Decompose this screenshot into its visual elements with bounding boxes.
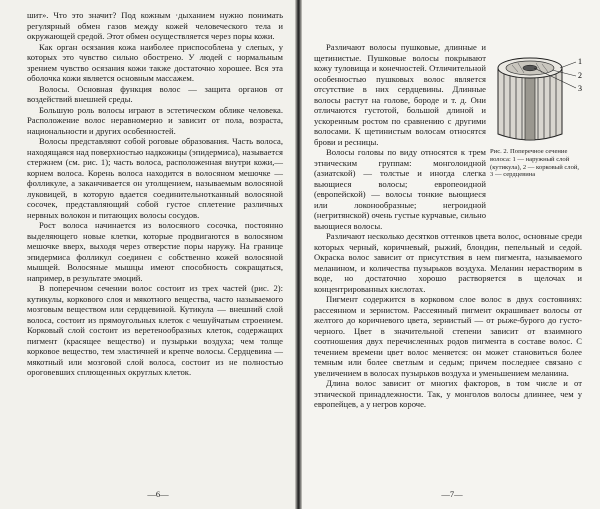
- paragraph: В поперечном сечении волос состоит из трех частей (рис. 2): кутикулы, коркового слоя и мякотного вещества, часто называемого мозговым веществом или сердцевиной. Кутикула — внешний слой волоса, состоит из прямоугольных клеток с чешуйчатым строением. Корковый слой состоит из веретенообразных клеток, содержащих пигмент (красящее вещество) и пузырьки воздуха; чем толще корковое вещество, тем эластичней и крепче волосы. Сердцевина — мякотный или мозговой слой волоса, состоит из не полностью ороговевших сплющенных округлых клеток.: [27, 283, 283, 377]
- paragraph: Рост волоса начинается из волосяного сосочка, постоянно выделяющего новые клетки, которые продвигаются в волосяном мешочке вверх, выходя через отверстие поры наружу. На границе эпидермиса фолликул соединен с собственно кожей волосяной мышцей. Волосяные мышцы имеют способность сокращаться, например, в результате эмоций.: [27, 220, 283, 283]
- paragraph: Длина волос зависит от многих факторов, в том числе и от этнической принадлежности. Так, у монголов волосы длиннее, чем у европейцев, а у негров короче.: [314, 378, 582, 409]
- page-number: —7—: [441, 489, 463, 499]
- paragraph: шит». Что это значит? Под кожным ·дыханием нужно понимать регулярный обмен газов между кожей человеческого тела и окружающей средой. Этот обмен осуществляется через поры кожи.: [27, 10, 283, 41]
- paragraph: Волосы представляют собой роговые образования. Часть волоса, находящаяся над поверхностью надкожицы (эпидермиса), называется стержнем (см. рис. 1); часть волоса, расположенная внутри кожи,— корнем волоса. Корень волоса находится в волосяном мешочке — фолликуле, а заканчивается он утолщением, называемым волосяной луковицей, в которую вдается соединительнотканный волосяной сосочек, представляющий собой густое сплетение различных нервных волокон и питающих волосы сосудов.: [27, 136, 283, 220]
- right-page: [302, 0, 600, 509]
- paragraph: Различают волосы пушковые, длинные и щетинистые. Пушковые волосы покрывают кожу туловища и конечностей. Отличительной особенностью пушковых волос является отсутствие в них сердцевины. Длинные волосы растут на голове, бороде и т. д. Они отличаются густотой, большой длиной и ускоренным ростом по сравнению с другими волосами. К щетинистым волосам относятся брови и ресницы.: [314, 42, 486, 147]
- paragraph: Большую роль волосы играют в эстетическом облике человека. Расположение волос неравномерно и зависит от пола, возраста, национальности и других особенностей.: [27, 104, 283, 136]
- page-number: —6—: [147, 489, 169, 499]
- callout-label: 3: [578, 84, 582, 93]
- callout-label: 1: [578, 57, 582, 66]
- paragraph: Различают несколько десятков оттенков цвета волос, основные среди которых черный, коричневый, рыжий, блондин, пепельный и седой. Окраска волос зависит от присутствия в нем пигмента, называемого меланином, и количества пузырьков воздуха. Меланин нерастворим в воде, но достаточно хорошо растворяется в щелочах и концентрированных кислотах.: [314, 231, 582, 294]
- figure-caption-title: Рис. 2. Поперечное сечение волоса:: [490, 148, 568, 163]
- paragraph: Волосы головы по виду относятся к трем этническим группам: монголоидной (азиатской) — толстые и иногда слегка вьющиеся волосы; европеоидной (европейской) — волосы тонкие вьющиеся или локонообразные; негроидной (негритянской) очень густые курчавые, сильно вьющиеся волосы.: [314, 147, 486, 231]
- figure-caption-items: 1 — наружный слой (кутикула), 2 — корковый слой, 3 — сердцевина: [490, 155, 580, 179]
- left-page-text: [27, 10, 283, 378]
- left-page: [0, 0, 295, 509]
- right-page-text: [314, 42, 582, 410]
- callout-label: 2: [578, 71, 582, 80]
- paragraph: Как орган осязания кожа наиболее приспособлена у слепых, у которых это чувство сильно обострено. У людей с нормальным зрением чувство осязания кожи также достаточно хорошее. Вся эта оболочка кожи является основным массажем.: [27, 41, 283, 83]
- paragraph: Волосы. Основная функция волос — защита органов от воздействий внешней среды.: [27, 83, 283, 104]
- book-gutter: [295, 0, 302, 509]
- paragraph: Пигмент содержится в корковом слое волос в двух состояниях: рассеянном и зернистом. Рассеянный пигмент окрашивает волосы от желтого до коричневого цвета, зернистый — от рыже-бурого до густо-черного. Цвет в значительной степени зависит от взаимного соотношения двух перечисленных родов пигмента в составе волос. С течением времени цвет волос меняется: он может становиться более темным или более светлым и седым; причем последнее связано с увеличением в волосах пузырьков воздуха и уменьшением меланина.: [314, 294, 582, 378]
